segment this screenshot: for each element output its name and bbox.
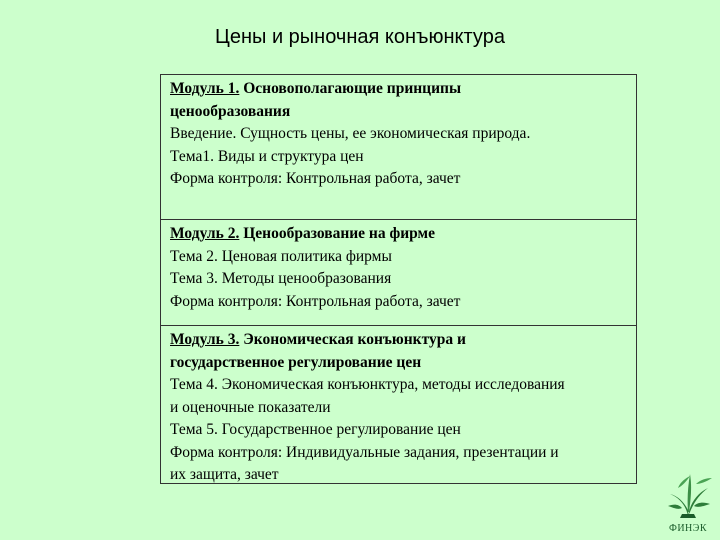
module-3 [161,326,636,483]
module-2 [161,220,636,326]
finec-logo-text: ФИНЭК [668,523,708,534]
module-3-line-4: Форма контроля: Индивидуальные задания, презентации и [170,443,559,461]
module-2-line-3: Форма контроля: Контрольная работа, зачет [170,292,461,310]
modules-table [160,74,637,484]
module-3-line-1: Тема 4. Экономическая конъюнктура, методы исследования [170,376,565,393]
module-2-line-1: Тема 2. Ценовая политика фирмы [170,247,392,265]
module-1-line-1: Введение. Сущность цены, ее экономическая природа. [170,125,531,142]
module-1-title-part2: ценообразования [170,102,291,120]
module-1-title-part1: Основополагающие принципы [239,80,462,97]
module-1-heading [170,78,632,101]
module-3-line-3: Тема 5. Государственное регулирование цен [170,421,461,438]
finec-logo-icon [660,468,716,522]
module-3-heading [170,329,632,352]
module-1 [161,75,636,220]
module-3-title-part1: Экономическая конъюнктура и [239,331,466,348]
finec-logo [660,468,716,536]
module-1-line-3: Форма контроля: Контрольная работа, зачет [170,170,461,187]
page-title: Цены и рыночная конъюнктура [215,26,505,48]
module-1-line-2: Тема1. Виды и структура цен [170,147,364,165]
module-3-title-part2: государственное регулирование цен [170,353,422,371]
module-3-line-2: и оценочные показатели [170,398,331,416]
module-1-name: Модуль 1. [170,80,240,97]
module-2-title: Ценообразование на фирме [239,225,435,242]
module-2-name: Модуль 2. [170,225,240,242]
module-3-name: Модуль 3. [170,331,240,348]
module-2-line-2: Тема 3. Методы ценообразования [170,270,392,287]
module-2-heading [170,223,632,246]
module-3-line-5: их защита, зачет [170,466,279,483]
